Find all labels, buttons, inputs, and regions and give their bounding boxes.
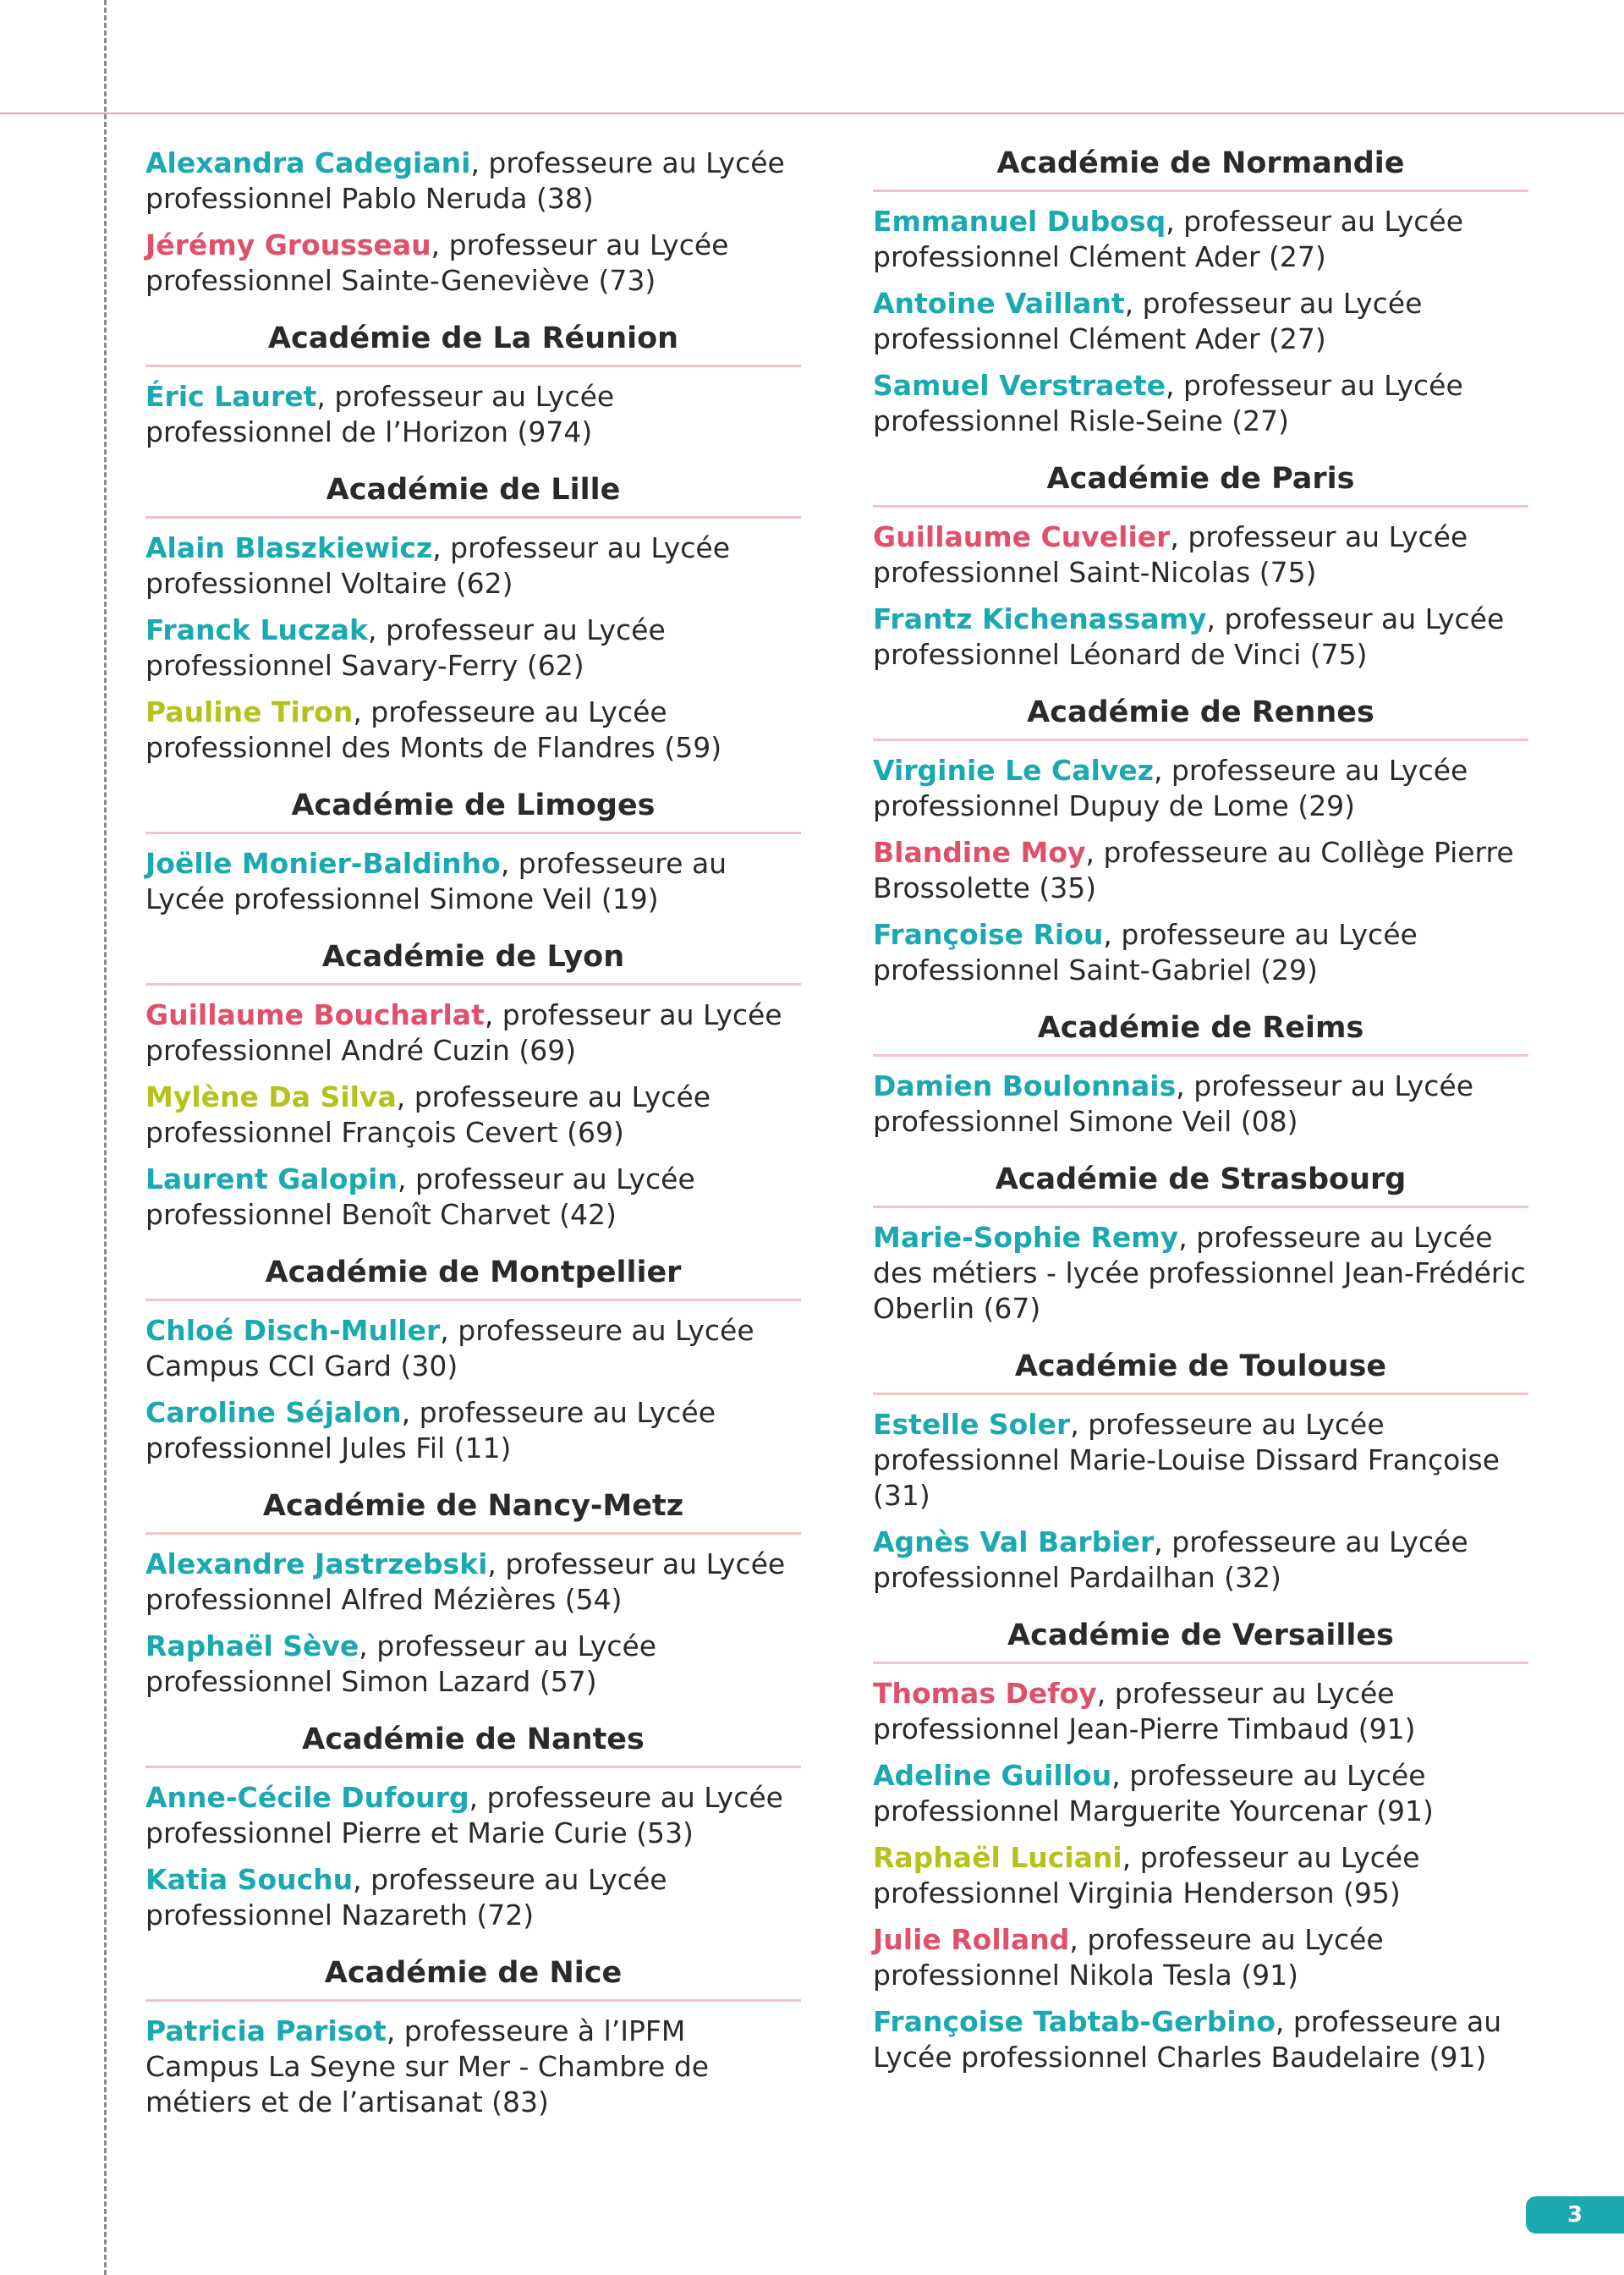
teacher-entry [873, 2004, 1528, 2075]
teacher-entry [873, 1220, 1528, 1327]
teacher-entry [145, 1629, 801, 1700]
teacher-entry [873, 917, 1528, 988]
teacher-position: , professeure au Lycée professionnel Pablo Neruda (38) [145, 146, 785, 215]
teacher-name: Antoine Vaillant [873, 287, 1125, 320]
academie-heading: Académie de Toulouse [873, 1349, 1528, 1395]
academie-heading: Académie de Lyon [145, 939, 801, 986]
teacher-position: , professeure au Lycée professionnel Jules Fil (11) [145, 1396, 716, 1464]
teacher-name: Alexandra Cadegiani [145, 146, 471, 179]
teacher-entry [145, 1162, 801, 1233]
teacher-position: , professeure au Lycée professionnel Nikola Tesla (91) [873, 1923, 1384, 1992]
teacher-name: Anne-Cécile Dufourg [145, 1781, 469, 1814]
teacher-position: , professeur au Lycée professionnel Saint-Nicolas (75) [873, 520, 1468, 589]
teacher-name: Joëlle Monier-Baldinho [145, 847, 501, 880]
teacher-entry [145, 2014, 801, 2120]
teacher-entry [873, 1758, 1528, 1829]
teacher-position: , professeur au Lycée professionnel Clément Ader (27) [873, 287, 1423, 355]
teacher-name: Marie-Sophie Remy [873, 1221, 1179, 1254]
academie-heading: Académie de Normandie [873, 146, 1528, 192]
teacher-name: Agnès Val Barbier [873, 1525, 1155, 1558]
teacher-name: Chloé Disch-Muller [145, 1314, 441, 1347]
teacher-entry [145, 997, 801, 1069]
margin-dashed-line [104, 0, 107, 2275]
teacher-name: Blandine Moy [873, 836, 1086, 869]
academie-heading: Académie de Rennes [873, 695, 1528, 741]
academie-heading: Académie de Limoges [145, 788, 801, 834]
teacher-entry [873, 1840, 1528, 1911]
teacher-name: Raphaël Sève [145, 1629, 359, 1662]
teacher-position: , professeur au Lycée professionnel de l’Horizon (974) [145, 380, 615, 448]
teacher-position: , professeure au Lycée professionnel Nazareth (72) [145, 1863, 667, 1932]
teacher-position: , professeur au Lycée professionnel Léonard de Vinci (75) [873, 602, 1505, 671]
teacher-name: Frantz Kichenassamy [873, 602, 1207, 635]
teacher-entry [145, 613, 801, 684]
teacher-position: , professeur au Lycée professionnel Clément Ader (27) [873, 205, 1464, 273]
teacher-entry [873, 286, 1528, 357]
teacher-entry [145, 1780, 801, 1851]
teacher-position: , professeur au Lycée professionnel Benoît Charvet (42) [145, 1162, 695, 1231]
teacher-name: Samuel Verstraete [873, 369, 1166, 402]
teacher-position: , professeur au Lycée professionnel André Cuzin (69) [145, 998, 782, 1067]
teacher-position: , professeure au Lycée professionnel Saint-Gabriel (29) [873, 918, 1418, 986]
teacher-entry [873, 1922, 1528, 1993]
teacher-name: Adeline Guillou [873, 1759, 1112, 1792]
teacher-position: , professeure au Lycée des métiers - lycée professionnel Jean-Frédéric Oberlin (67) [873, 1221, 1526, 1325]
teacher-entry [145, 1313, 801, 1384]
teacher-name: Alain Blaszkiewicz [145, 531, 433, 564]
teacher-position: , professeur au Lycée professionnel Risle-Seine (27) [873, 369, 1463, 437]
teacher-entry [873, 835, 1528, 906]
right-column [873, 146, 1528, 2086]
teacher-entry [873, 204, 1528, 275]
teacher-name: Françoise Riou [873, 918, 1104, 951]
page-number: 3 [1526, 2196, 1624, 2234]
academie-heading: Académie de Versailles [873, 1618, 1528, 1664]
teacher-entry [873, 368, 1528, 439]
teacher-name: Thomas Defoy [873, 1677, 1097, 1710]
top-rule [0, 113, 1624, 114]
teacher-position: , professeure au Lycée professionnel Simone Veil (19) [145, 847, 727, 915]
teacher-position: , professeure au Collège Pierre Brossolette (35) [873, 836, 1514, 904]
teacher-position: , professeure au Lycée professionnel Pierre et Marie Curie (53) [145, 1781, 783, 1849]
teacher-position: , professeure au Lycée professionnel Pardailhan (32) [873, 1525, 1468, 1594]
teacher-name: Virginie Le Calvez [873, 754, 1154, 787]
academie-heading: Académie de Reims [873, 1010, 1528, 1057]
academie-heading: Académie de Lille [145, 472, 801, 519]
teacher-position: , professeur au Lycée professionnel Alfred Mézières (54) [145, 1547, 786, 1616]
teacher-entry [145, 1395, 801, 1466]
academie-heading: Académie de Strasbourg [873, 1162, 1528, 1208]
teacher-position: , professeure au Lycée professionnel Dupuy de Lome (29) [873, 754, 1468, 822]
teacher-entry [145, 530, 801, 602]
teacher-name: Caroline Séjalon [145, 1396, 402, 1429]
teacher-position: , professeur au Lycée professionnel Virginia Henderson (95) [873, 1841, 1420, 1910]
academie-heading: Académie de Nice [145, 1955, 801, 2002]
teacher-name: Mylène Da Silva [145, 1080, 397, 1113]
teacher-entry [873, 1676, 1528, 1747]
teacher-name: Françoise Tabtab-Gerbino [873, 2005, 1276, 2038]
teacher-name: Guillaume Boucharlat [145, 998, 485, 1031]
teacher-position: , professeur au Lycée professionnel Jean-Pierre Timbaud (91) [873, 1677, 1416, 1745]
academie-heading: Académie de Nancy-Metz [145, 1488, 801, 1535]
teacher-name: Pauline Tiron [145, 695, 354, 728]
teacher-position: , professeure au Lycée Campus CCI Gard (30) [145, 1314, 754, 1382]
academie-heading: Académie de Montpellier [145, 1255, 801, 1301]
academie-heading: Académie de Paris [873, 461, 1528, 508]
teacher-name: Alexandre Jastrzebski [145, 1547, 488, 1580]
teacher-position: , professeure au Lycée professionnel des Monts de Flandres (59) [145, 695, 722, 764]
teacher-name: Katia Souchu [145, 1863, 354, 1896]
teacher-name: Patricia Parisot [145, 2014, 387, 2047]
teacher-entry [873, 1407, 1528, 1514]
teacher-entry [145, 695, 801, 766]
teacher-entry [145, 846, 801, 917]
teacher-name: Guillaume Cuvelier [873, 520, 1171, 553]
teacher-entry [873, 1069, 1528, 1140]
left-column [145, 146, 801, 2131]
academie-heading: Académie de Nantes [145, 1722, 801, 1768]
academie-heading: Académie de La Réunion [145, 321, 801, 367]
teacher-name: Damien Boulonnais [873, 1069, 1177, 1102]
teacher-position: , professeur au Lycée professionnel Simon Lazard (57) [145, 1629, 657, 1698]
teacher-name: Franck Luczak [145, 613, 368, 646]
teacher-entry [145, 146, 801, 217]
teacher-position: , professeur au Lycée professionnel Simone Veil (08) [873, 1069, 1474, 1138]
teacher-entry [145, 1080, 801, 1151]
teacher-entry [873, 519, 1528, 591]
teacher-position: , professeur au Lycée professionnel Sainte-Geneviève (73) [145, 228, 729, 297]
teacher-name: Emmanuel Dubosq [873, 205, 1166, 238]
teacher-entry [873, 602, 1528, 673]
teacher-name: Estelle Soler [873, 1408, 1071, 1441]
teacher-position: , professeure au Lycée professionnel Marguerite Yourcenar (91) [873, 1759, 1434, 1827]
teacher-position: , professeure au Lycée professionnel Charles Baudelaire (91) [873, 2005, 1502, 2074]
teacher-name: Éric Lauret [145, 380, 317, 413]
teacher-entry [873, 1525, 1528, 1596]
teacher-position: , professeure au Lycée professionnel François Cevert (69) [145, 1080, 711, 1149]
teacher-entry [145, 379, 801, 450]
teacher-entry [145, 1862, 801, 1933]
teacher-entry [145, 228, 801, 299]
teacher-position: , professeur au Lycée professionnel Voltaire (62) [145, 531, 731, 600]
teacher-name: Julie Rolland [873, 1923, 1070, 1956]
teacher-name: Raphaël Luciani [873, 1841, 1122, 1874]
teacher-name: Laurent Galopin [145, 1162, 398, 1195]
teacher-name: Jérémy Grousseau [145, 228, 431, 261]
teacher-position: , professeur au Lycée professionnel Savary-Ferry (62) [145, 613, 666, 682]
teacher-entry [873, 753, 1528, 824]
teacher-entry [145, 1547, 801, 1618]
teacher-position: , professeure à l’IPFM Campus La Seyne sur Mer - Chambre de métiers et de l’artisanat (83) [145, 2014, 710, 2118]
teacher-position: , professeure au Lycée professionnel Marie-Louise Dissard Françoise (31) [873, 1408, 1501, 1512]
